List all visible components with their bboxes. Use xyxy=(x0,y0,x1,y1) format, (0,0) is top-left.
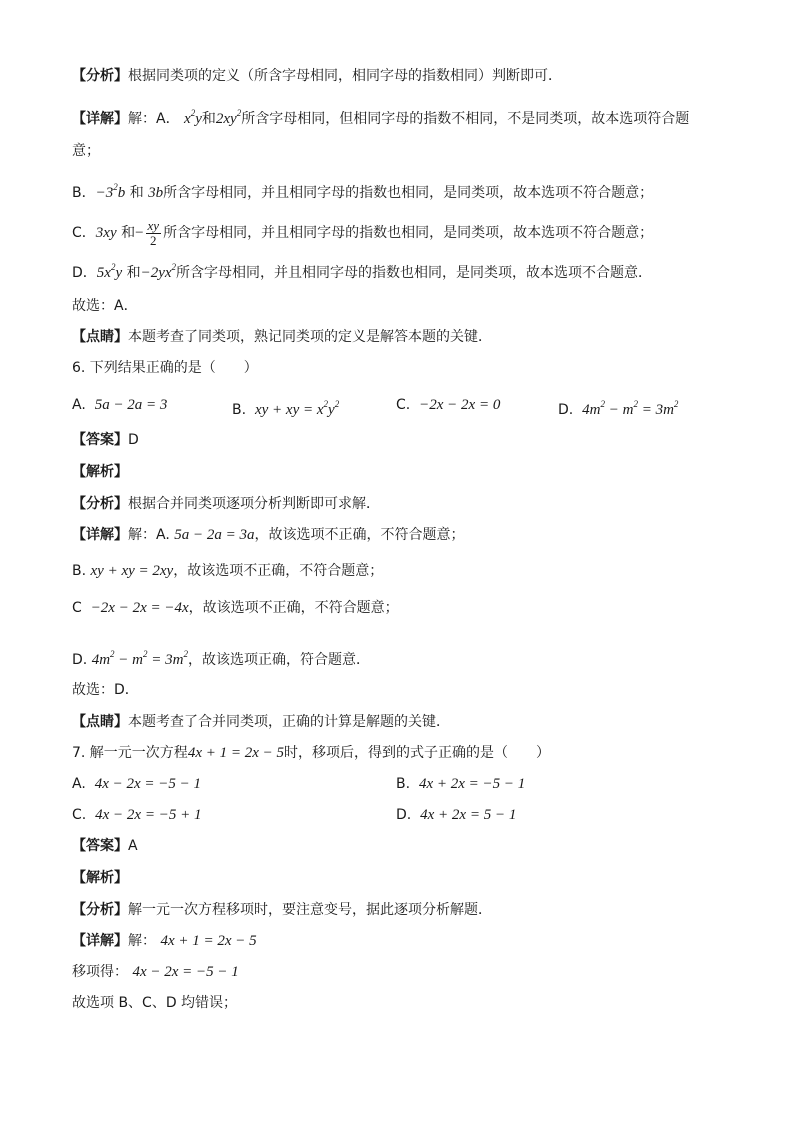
q6-option-d: D. $4m^2 - m^2 = 3m^2$ xyxy=(558,399,679,418)
connector-he: 和 xyxy=(121,225,136,241)
remark-tag: 【点睛】 xyxy=(72,714,128,730)
q6-option-b: B. xy + xy = $x^2y^2$ xyxy=(232,399,340,418)
option-d-explanation: 所含字母相同，并且相同字母的指数也相同，是同类项，故本选项不合题意． xyxy=(176,265,653,281)
math-a: 5a − 2a = 3a xyxy=(174,527,255,543)
remark-text: 本题考查了同类项，熟记同类项的定义是解答本题的关键． xyxy=(128,329,492,345)
d-prefix: D． xyxy=(72,265,97,281)
q6-detail-b-line: B. xy + xy = 2xy，故该选项不正确，不符合题意； xyxy=(72,563,384,579)
q7-option-b: B. 4x + 2x = −5 − 1 xyxy=(396,776,526,792)
connector-he: 和 xyxy=(129,185,144,201)
q5-analysis-line xyxy=(72,66,562,86)
math-equation: 4x + 1 = 2x − 5 xyxy=(187,745,284,761)
q7-option-a: A. 4x − 2x = −5 − 1 xyxy=(72,776,201,792)
answer-value: D xyxy=(128,432,139,448)
option-b-explanation: 所含字母相同，并且相同字母的指数也相同，是同类项，故本选项不符合题意； xyxy=(163,185,654,201)
q7-analysis-line xyxy=(72,900,492,920)
minus-sign: − xyxy=(135,225,144,241)
q5-choose: 故选：A． xyxy=(72,298,138,314)
q6-detail-a-line: 【详解】解：A. 5a − 2a = 3a，故该选项不正确，不符合题意； xyxy=(72,527,465,543)
analysis-tag: 【分析】 xyxy=(72,902,128,918)
math-step: 4x − 2x = −5 − 1 xyxy=(132,964,239,980)
detail-tag: 【详解】 xyxy=(72,933,128,949)
q6-detail-c-line: C −2x − 2x = −4x，故该选项不正确，不符合题意； xyxy=(72,600,399,616)
connector-he: 和 xyxy=(201,111,216,127)
q7-step-line: 移项得： 4x − 2x = −5 − 1 xyxy=(72,964,239,980)
detail-tag: 【详解】 xyxy=(72,111,128,127)
analysis-text: 根据合并同类项逐项分析判断即可求解． xyxy=(128,496,380,512)
math-d: $4m^2 - m^2 = 3m^2$ xyxy=(91,649,188,668)
q5-detail-c-line xyxy=(72,216,653,250)
q5-detail-d-line xyxy=(72,258,652,283)
q7-conclusion: 故选项 B、C、D 均错误； xyxy=(72,995,238,1011)
q6-analysis-line xyxy=(72,494,380,514)
q5-remark-line xyxy=(72,327,492,347)
q6-choose: 故选：D． xyxy=(72,682,139,698)
q7-answer-line xyxy=(72,836,138,856)
math-c: −2x − 2x = −4x xyxy=(90,600,189,616)
remark-tag: 【点睛】 xyxy=(72,329,128,345)
b-prefix: B． xyxy=(72,185,96,201)
q6-stem: 6. 下列结果正确的是（ ） xyxy=(72,360,258,376)
detail-tag: 【详解】 xyxy=(72,527,128,543)
analysis-tag: 【分析】 xyxy=(72,68,128,84)
q7-stem: 7. 解一元一次方程4x + 1 = 2x − 5时，移项后，得到的式子正确的是（ ） xyxy=(72,745,550,761)
q6-answer-line xyxy=(72,430,139,450)
c-prefix: C． xyxy=(72,225,96,241)
analysis-text: 根据同类项的定义（所含字母相同，相同字母的指数相同）判断即可． xyxy=(128,68,562,84)
q6-option-a: A. 5a − 2a = 3 xyxy=(72,397,168,413)
q5-detail-b-line xyxy=(72,178,653,203)
answer-tag: 【答案】 xyxy=(72,432,128,448)
option-c-explanation: 所含字母相同，并且相同字母的指数也相同，是同类项，故本选项不符合题意； xyxy=(163,225,654,241)
option-a-explanation: 所含字母相同，但相同字母的指数不相同，不是同类项，故本选项符合题 xyxy=(241,111,690,127)
math-neg3sq-b: $-3^2b$ xyxy=(95,182,126,201)
q6-remark-line xyxy=(72,712,450,732)
detail-prefix: 解：A． xyxy=(128,111,180,127)
answer-tag: 【答案】 xyxy=(72,838,128,854)
connector-he: 和 xyxy=(126,265,141,281)
math-3xy: 3xy xyxy=(95,225,117,241)
q5-detail-a-line xyxy=(72,104,689,129)
q7-detail-line: 【详解】解： 4x + 1 = 2x − 5 xyxy=(72,933,257,949)
q5-detail-a-cont: 意； xyxy=(72,143,100,159)
math-equation: 4x + 1 = 2x − 5 xyxy=(160,933,257,949)
math-2xy2: $2xy^2$ xyxy=(215,108,242,127)
answer-value: A xyxy=(128,838,138,854)
analysis-text: 解一元一次方程移项时，要注意变号，据此逐项分析解题． xyxy=(128,902,492,918)
q6-jiexi-tag: 【解析】 xyxy=(72,464,128,480)
math-5x2y: $5x^2y$ xyxy=(96,262,123,281)
math-b: xy + xy = 2xy xyxy=(90,563,174,579)
math-x2y: $x^2y$ xyxy=(184,108,202,127)
analysis-tag: 【分析】 xyxy=(72,496,128,512)
q6-detail-d-line: D. $4m^2 - m^2 = 3m^2$，故该选项正确，符合题意． xyxy=(72,649,370,668)
q7-option-d: D. 4x + 2x = 5 − 1 xyxy=(396,807,517,823)
remark-text: 本题考查了合并同类项，正确的计算是解题的关键． xyxy=(128,714,450,730)
q7-jiexi-tag: 【解析】 xyxy=(72,870,128,886)
math-3b: 3b xyxy=(148,185,164,201)
math-neg2yx2: $-2yx^2$ xyxy=(140,262,177,281)
q6-option-c: C. −2x − 2x = 0 xyxy=(396,397,501,413)
q7-option-c: C. 4x − 2x = −5 + 1 xyxy=(72,807,202,823)
fraction-xy-over-2: $\frac{xy}{2}$ xyxy=(147,217,160,248)
